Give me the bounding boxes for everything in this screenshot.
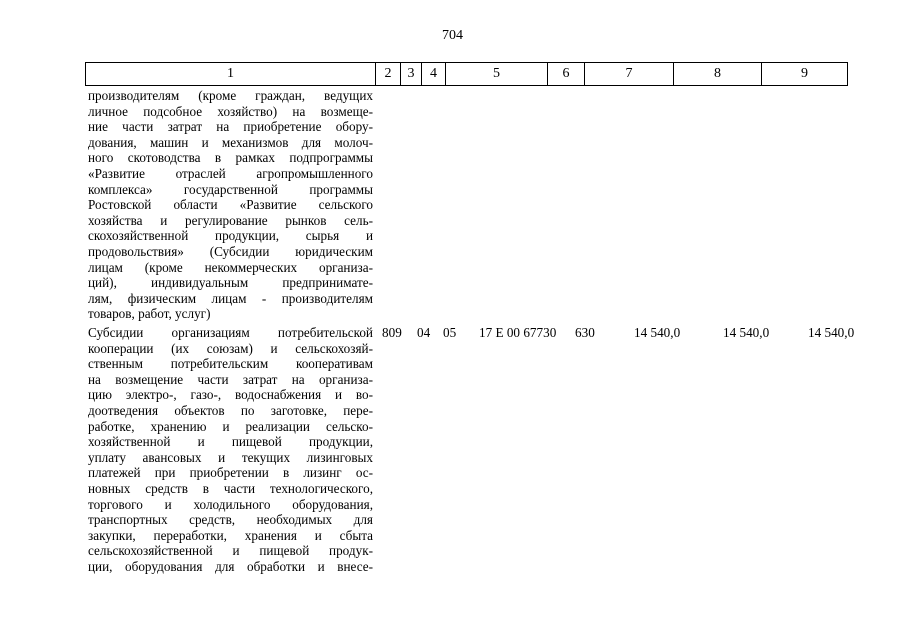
row2-line: на возмещение части затрат на организа- (88, 371, 373, 387)
row1-line: скохозяйственной продукции, сырья и (88, 228, 373, 244)
header-col-8: 8 (674, 63, 762, 86)
row2-line: новных средств в части технологического, (88, 480, 373, 496)
header-col-7: 7 (585, 63, 674, 86)
header-col-9: 9 (762, 63, 848, 86)
row2-line: ции, оборудования для обработки и внесе- (88, 558, 373, 574)
row1-line: Ростовской области «Развитие сельского (88, 197, 373, 213)
row2-line: работке, хранению и реализации сельско- (88, 418, 373, 434)
row1-line: комплекса» государственной программы (88, 181, 373, 197)
row2-col-9: 14 540,0 (808, 325, 855, 340)
header-col-4: 4 (422, 63, 446, 86)
header-col-2: 2 (376, 63, 401, 86)
row2-description (88, 325, 373, 575)
row1-line: дования, машин и механизмов для молоч- (88, 134, 373, 150)
header-col-6: 6 (548, 63, 585, 86)
row2-col-4: 05 (443, 325, 457, 340)
row2-line: доотведения объектов по заготовке, пере- (88, 402, 373, 418)
row2-col-7: 14 540,0 (634, 325, 681, 340)
row2-line: Субсидии организациям потребительской (88, 325, 373, 340)
row1-line: хозяйства и регулирование рынков сель- (88, 212, 373, 228)
header-col-3: 3 (401, 63, 422, 86)
row1-line: производителям (кроме граждан, ведущих (88, 88, 373, 103)
row2-col-6: 630 (575, 325, 595, 340)
row2-line: закупки, переработки, хранения и сбыта (88, 527, 373, 543)
row1-line: ние части затрат на приобретение обору- (88, 119, 373, 135)
row2-col-3: 04 (417, 325, 431, 340)
row1-line: продовольствия» (Субсидии юридическим (88, 243, 373, 259)
row2-line: уплату авансовых и текущих лизинговых (88, 449, 373, 465)
row2-col-2: 809 (382, 325, 402, 340)
header-col-1: 1 (86, 63, 376, 86)
row2-line: кооперации (их союзам) и сельскохозяй- (88, 340, 373, 356)
row2-line: сельскохозяйственной и пищевой продук- (88, 543, 373, 559)
row1-line: лям, физическим лицам - производителям (88, 290, 373, 306)
row1-line: лицам (кроме некоммерческих организа- (88, 259, 373, 275)
row2-col-8: 14 540,0 (723, 325, 770, 340)
row2-line: платежей при приобретении в лизинг ос- (88, 465, 373, 481)
row1-description (88, 88, 373, 322)
row1-line: «Развитие отраслей агропромышленного (88, 165, 373, 181)
row2-line: цию электро-, газо-, водоснабжения и во- (88, 387, 373, 403)
row2-line: хозяйственной и пищевой продукции, (88, 434, 373, 450)
row1-line: ций), индивидуальным предпринимате- (88, 275, 373, 291)
row1-line: личное подсобное хозяйство) на возмеще- (88, 103, 373, 119)
row1-line: товаров, работ, услуг) (88, 306, 211, 322)
row2-line: торгового и холодильного оборудования, (88, 496, 373, 512)
header-col-5: 5 (446, 63, 548, 86)
row2-col-5: 17 Е 00 67730 (479, 325, 557, 340)
page-number: 704 (442, 28, 463, 43)
row2-line: транспортных средств, необходимых для (88, 512, 373, 528)
table-header (85, 62, 848, 86)
row1-line: ного скотоводства в рамках подпрограммы (88, 150, 373, 166)
row2-line: ственным потребительским кооперативам (88, 356, 373, 372)
